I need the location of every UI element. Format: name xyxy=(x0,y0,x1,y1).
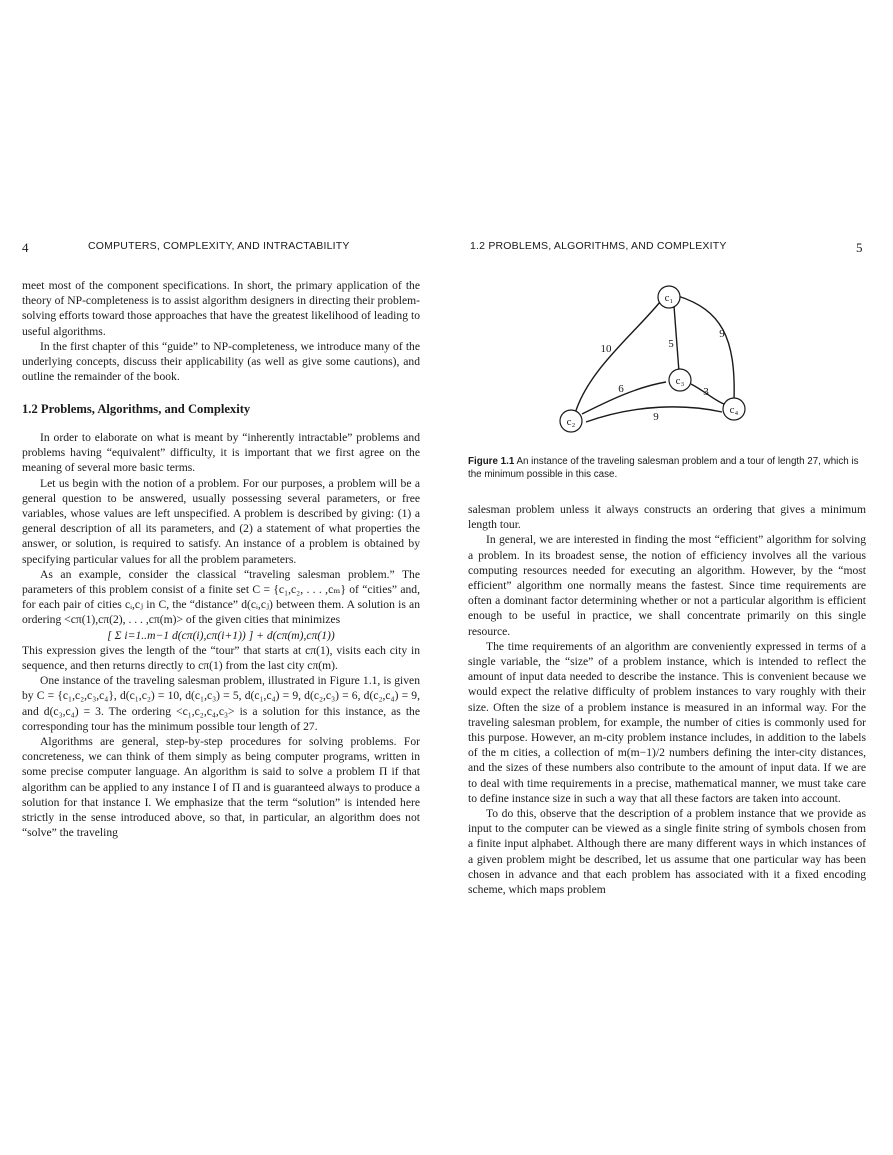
edge-label: 9 xyxy=(719,328,725,340)
edge-label: 9 xyxy=(653,411,659,423)
paragraph: One instance of the traveling salesman problem, illustrated in Figure 1.1, is given by C = {c₁,c₂,c₃,c₄}, d(c₁,c₂) = 10, d(c₁,c₃) = 5, d(c₁,c₄) = 9, d(c₂,c₃) = 6, d(c₂,c₄) = 9, and d(c₃,c₄) = 3. The ordering <c₁,c₂,c₄,c₃> is a solution for this instance, as the corresponding tour has the minimum possible tour length of 27. xyxy=(22,674,420,733)
figure-caption xyxy=(468,455,868,481)
paragraph: salesman problem unless it always constructs an ordering that gives a minimum length tour. xyxy=(468,503,866,532)
caption-text: An instance of the traveling salesman problem and a tour of length 27, which is the minimum possible in this case. xyxy=(468,456,859,480)
paragraph: To do this, observe that the description of a problem instance that we provide as input to the computer can be viewed as a single finite string of symbols chosen from a finite input alphabet. Although there are many different ways in which instances of a given problem might be described, let us assume that one particular way has been chosen in advance and that each problem has associated with it a fixed encoding scheme, which maps problem xyxy=(468,807,866,897)
edge-c2-c3 xyxy=(582,382,666,414)
left-top-text xyxy=(22,278,420,384)
paragraph: Let us begin with the notion of a problem. For our purposes, a problem will be a general question to be answered, usually possessing several parameters, or free variables, whose values are left unspecified. A problem is described by giving: (1) a general description of all its parameters, and (2) a statement of what properties the answer, or solution, is required to satisfy. An instance of a problem is obtained by specifying particular values for all the problem parameters. xyxy=(22,476,420,566)
edge-label: 3 xyxy=(703,386,709,398)
paragraph: In general, we are interested in finding the most “efficient” algorithm for solving a problem. In its broadest sense, the notion of efficiency involves all the various computing resources needed for executing an algorithm. However, by the “most efficient” algorithm one normally means the fastest. Since time requirements are often a dominant factor determining whether or not a particular algorithm is efficient enough to be useful in practice, we shall concentrate primarily on this single resource. xyxy=(468,533,866,638)
tsp-graph-figure xyxy=(546,282,766,442)
tour-length-formula: [ Σ i=1..m−1 d(cπ(i),cπ(i+1)) ] + d(cπ(m),cπ(1)) xyxy=(107,628,335,642)
running-head-right: 1.2 PROBLEMS, ALGORITHMS, AND COMPLEXITY xyxy=(470,240,727,252)
caption-label: Figure 1.1 xyxy=(468,456,515,467)
node-label: c₁ xyxy=(664,292,674,304)
edge-c1-c2 xyxy=(574,302,660,417)
edge-label: 5 xyxy=(668,338,674,350)
right-page xyxy=(446,0,893,1155)
paragraph: In order to elaborate on what is meant by “inherently intractable” problems and problems having “equivalent” difficulty, it is important that we first agree on the meaning of several more basic terms. xyxy=(22,431,420,475)
left-main-text xyxy=(22,430,420,840)
edge-label: 10 xyxy=(600,343,612,355)
node-label: c₃ xyxy=(675,375,685,387)
edge-label: 6 xyxy=(618,383,624,395)
node-label: c₂ xyxy=(566,416,576,428)
section-heading: 1.2 Problems, Algorithms, and Complexity xyxy=(22,402,251,416)
paragraph: As an example, consider the classical “traveling salesman problem.” The parameters of this problem consist of a finite set C = {c₁,c₂, . . . ,cₘ} of “cities” and, for each pair of cities cᵢ,cⱼ in C, the “distance” d(cᵢ,cⱼ) between them. A solution is an ordering <cπ(1),cπ(2), . . . ,cπ(m)> of the given cities that minimizes xyxy=(22,567,420,627)
left-page xyxy=(0,0,446,1155)
page-number-left: 4 xyxy=(22,240,29,255)
paragraph: In the first chapter of this “guide” to NP-completeness, we introduce many of the underlying concepts, discuss their applicability (as well as give some cautions), and outline the remainder of the book. xyxy=(22,339,420,384)
running-head-left: COMPUTERS, COMPLEXITY, AND INTRACTABILITY xyxy=(88,240,350,252)
paragraph: meet most of the component specifications. In short, the primary application of the theory of NP-completeness is to assist algorithm designers in directing their problem-solving efforts toward those approaches that have the greatest likelihood of leading to useful algorithms. xyxy=(22,279,420,338)
edge-c1-c3 xyxy=(674,306,679,372)
paragraph: The time requirements of an algorithm are conveniently expressed in terms of a single variable, the “size” of a problem instance, which is intended to reflect the amount of input data needed to describe the instance. This is convenient because we would expect the relative difficulty of problem instances to vary roughly with their size. Often the size of a problem instance is measured in an informal way. For the traveling salesman problem, for example, the number of cities is commonly used for this purpose. However, an m-city problem instance includes, in addition to the labels of the m cities, a collection of m(m−1)/2 numbers defining the inter-city distances, and the sizes of these numbers also contribute to the amount of input data. If we are to deal with time requirements in a precise, mathematical manner, we must take care to define instance size in such a way that all these factors are taken into account. xyxy=(468,639,866,805)
node-label: c₄ xyxy=(729,404,739,416)
right-main-text xyxy=(468,502,866,897)
page-number-right: 5 xyxy=(856,240,863,255)
paragraph: Algorithms are general, step-by-step procedures for solving problems. For concreteness, we can think of them simply as being computer programs, written in some precise computer language. An algorithm is said to solve a problem Π if that algorithm can be applied to any instance I of Π and is guaranteed always to produce a solution for that instance I. We emphasize that the term “solution” is intended here strictly in the sense introduced above, so that, in particular, an algorithm does not “solve” the traveling xyxy=(22,735,420,840)
paragraph: This expression gives the length of the “tour” that starts at cπ(1), visits each city in sequence, and then returns directly to cπ(1) from the last city cπ(m). xyxy=(22,643,420,673)
